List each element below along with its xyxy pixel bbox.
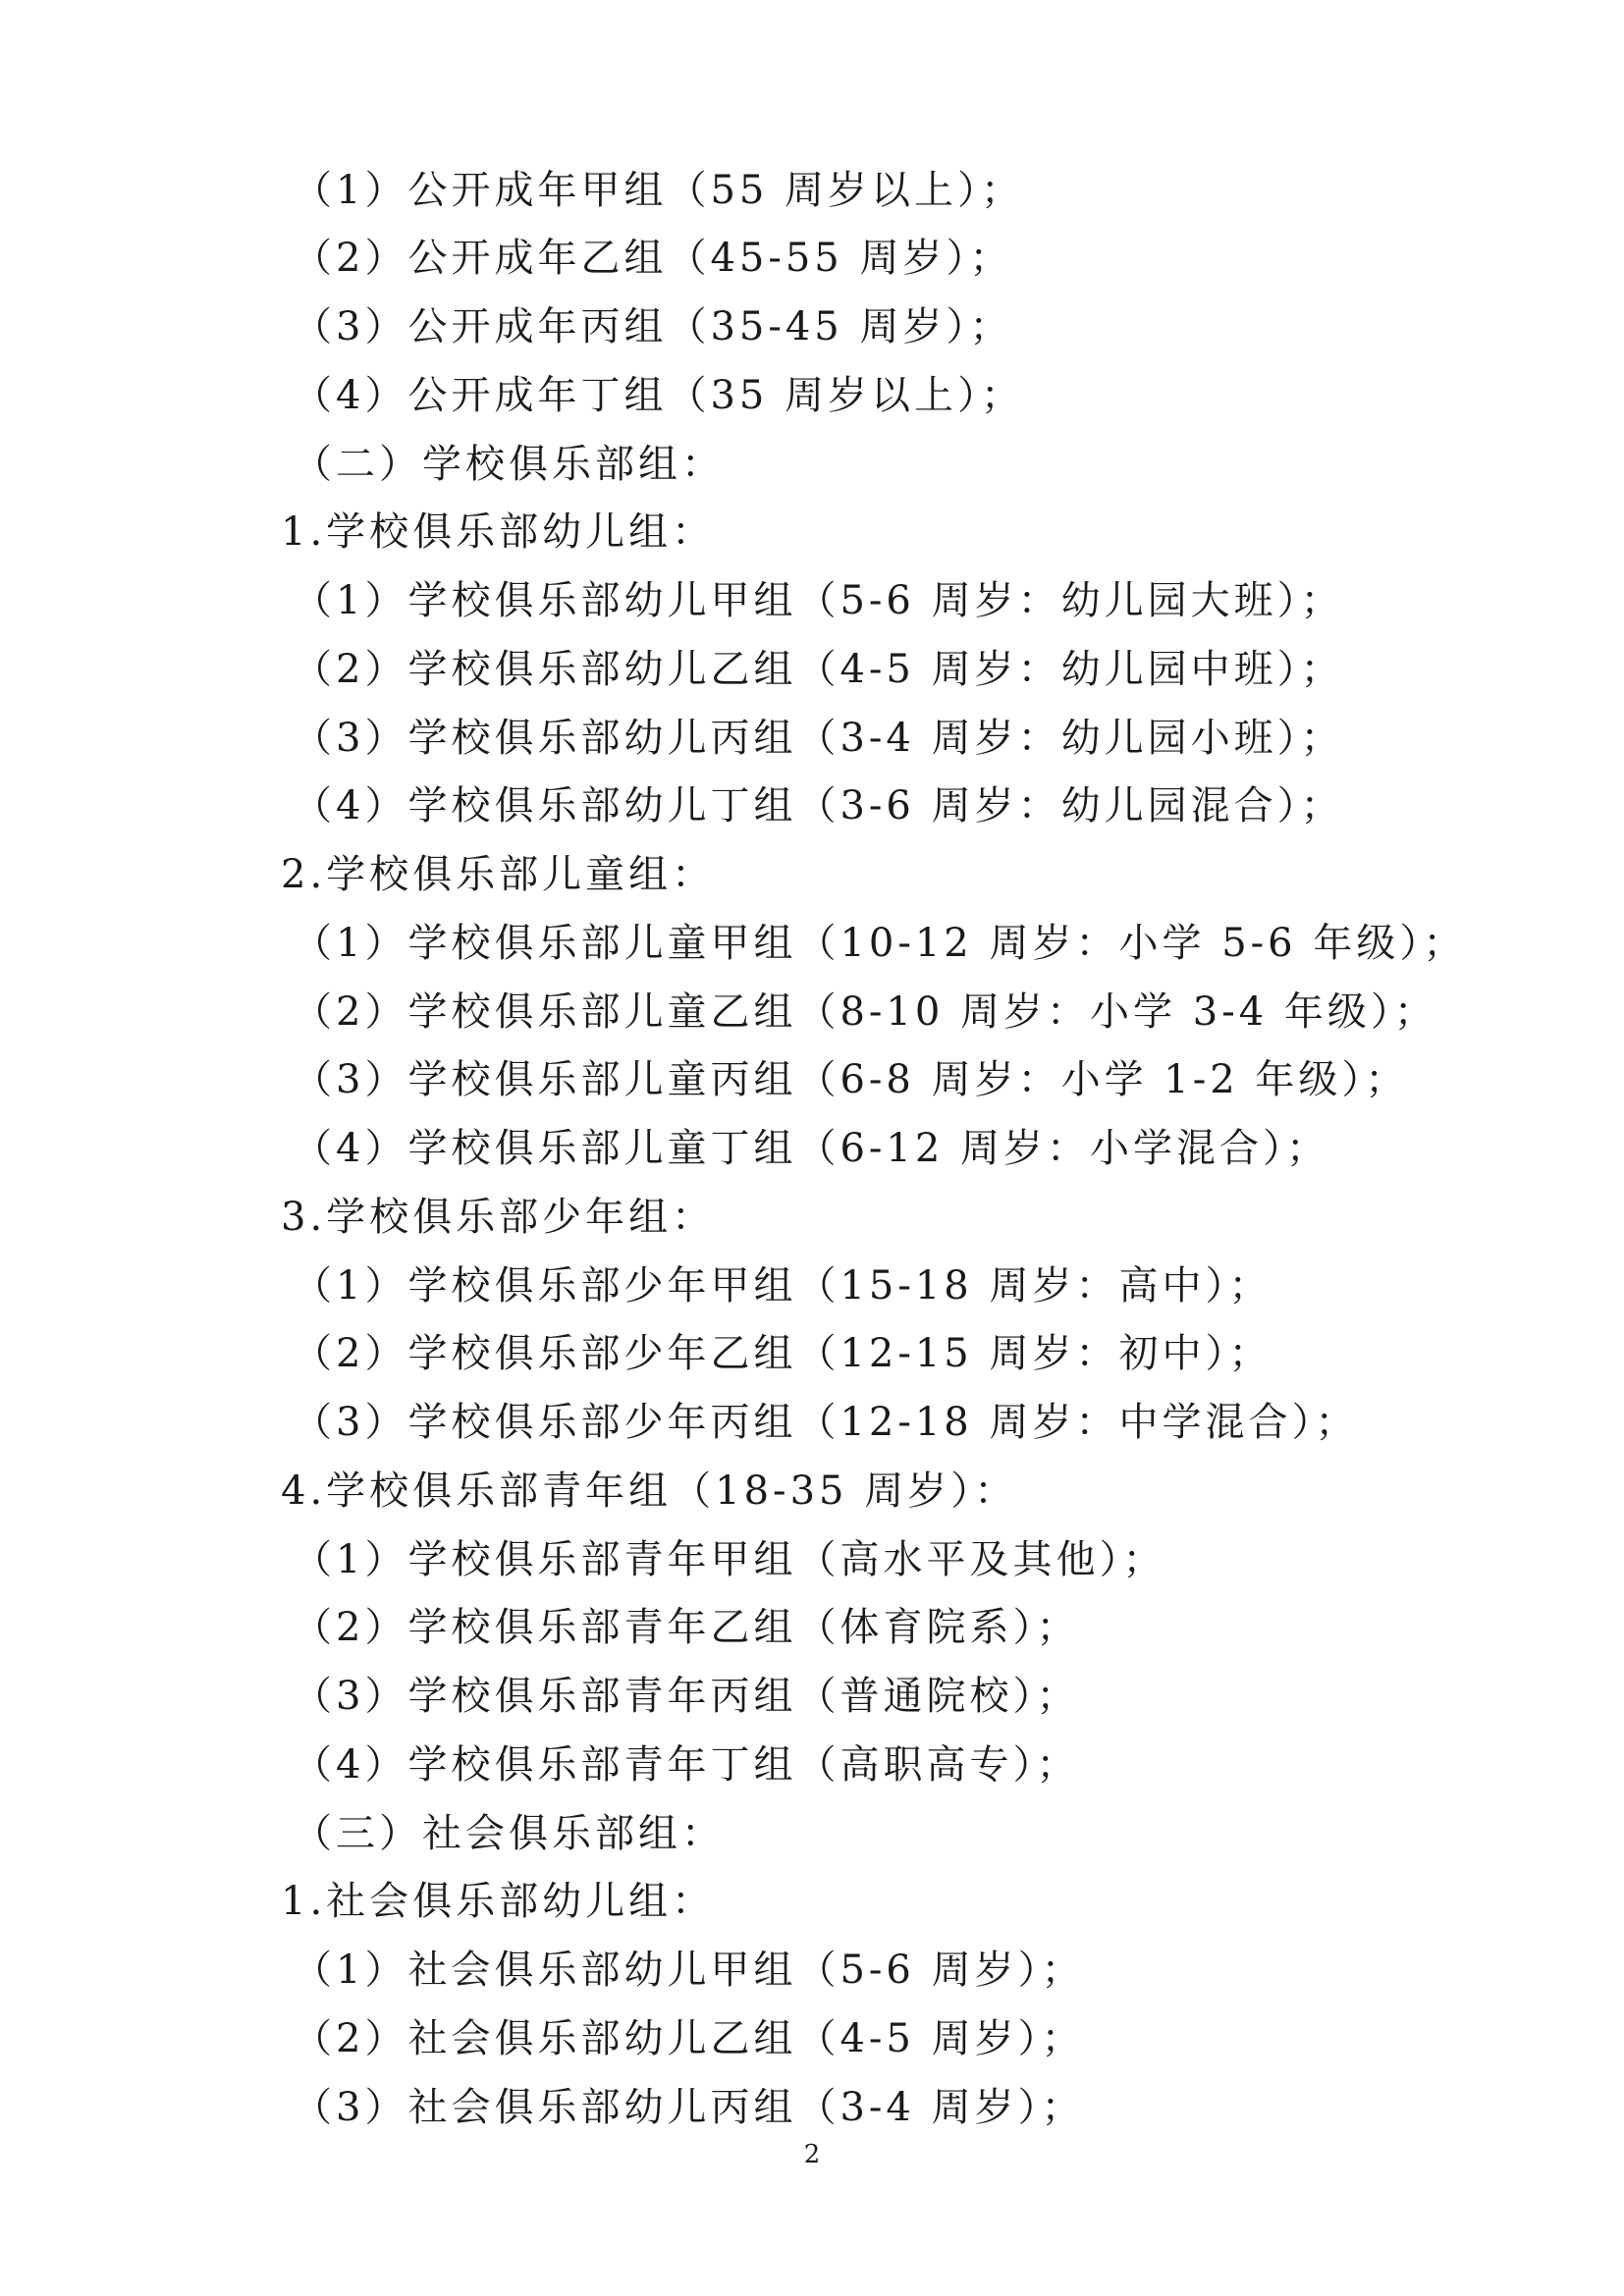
subsection-heading: 1.学校俱乐部幼儿组： xyxy=(281,509,716,555)
text-line: （3）学校俱乐部幼儿丙组（3-4 周岁：幼儿园小班）； xyxy=(293,716,1344,761)
page-number: 2 xyxy=(803,2140,821,2169)
text-line: （2）学校俱乐部儿童乙组（8-10 周岁：小学 3-4 年级）； xyxy=(293,989,1437,1035)
text-line: （1）公开成年甲组（55 周岁以上）； xyxy=(293,168,1025,213)
text-line: （1）学校俱乐部青年甲组（高水平及其他）； xyxy=(293,1537,1166,1582)
subsection-heading: 3.学校俱乐部少年组： xyxy=(281,1195,716,1240)
text-line: （1）学校俱乐部幼儿甲组（5-6 周岁：幼儿园大班）； xyxy=(293,578,1344,623)
text-line: （4）公开成年丁组（35 周岁以上）； xyxy=(293,373,1025,418)
subsection-heading: 2.学校俱乐部儿童组： xyxy=(281,852,716,897)
text-line: （2）学校俱乐部青年乙组（体育院系）； xyxy=(293,1605,1080,1650)
text-line: （3）学校俱乐部青年丙组（普通院校）； xyxy=(293,1674,1080,1719)
text-line: （1）学校俱乐部儿童甲组（10-12 周岁：小学 5-6 年级）； xyxy=(293,921,1467,966)
text-line: （1）社会俱乐部幼儿甲组（5-6 周岁）； xyxy=(293,1948,1085,1993)
text-line: （2）公开成年乙组（45-55 周岁）； xyxy=(293,236,1013,281)
text-line: （4）学校俱乐部幼儿丁组（3-6 周岁：幼儿园混合）； xyxy=(293,783,1344,828)
text-line: （2）学校俱乐部幼儿乙组（4-5 周岁：幼儿园中班）； xyxy=(293,647,1344,692)
section-heading: （二）学校俱乐部组： xyxy=(293,442,725,487)
text-line: （3）公开成年丙组（35-45 周岁）； xyxy=(293,304,1013,349)
text-line: （3）社会俱乐部幼儿丙组（3-4 周岁）； xyxy=(293,2085,1085,2130)
text-line: （1）学校俱乐部少年甲组（15-18 周岁：高中）； xyxy=(293,1263,1272,1308)
subsection-heading: 4.学校俱乐部青年组（18-35 周岁）： xyxy=(281,1468,1018,1514)
text-line: （2）学校俱乐部少年乙组（12-15 周岁：初中）； xyxy=(293,1331,1272,1376)
text-line: （3）学校俱乐部儿童丙组（6-8 周岁：小学 1-2 年级）； xyxy=(293,1057,1409,1102)
text-line: （3）学校俱乐部少年丙组（12-18 周岁：中学混合）； xyxy=(293,1400,1359,1445)
text-line: （2）社会俱乐部幼儿乙组（4-5 周岁）； xyxy=(293,2016,1085,2061)
text-line: （4）学校俱乐部青年丁组（高职高专）； xyxy=(293,1742,1080,1788)
section-heading: （三）社会俱乐部组： xyxy=(293,1811,725,1856)
text-line: （4）学校俱乐部儿童丁组（6-12 周岁：小学混合）； xyxy=(293,1126,1330,1171)
subsection-heading: 1.社会俱乐部幼儿组： xyxy=(281,1879,716,1924)
